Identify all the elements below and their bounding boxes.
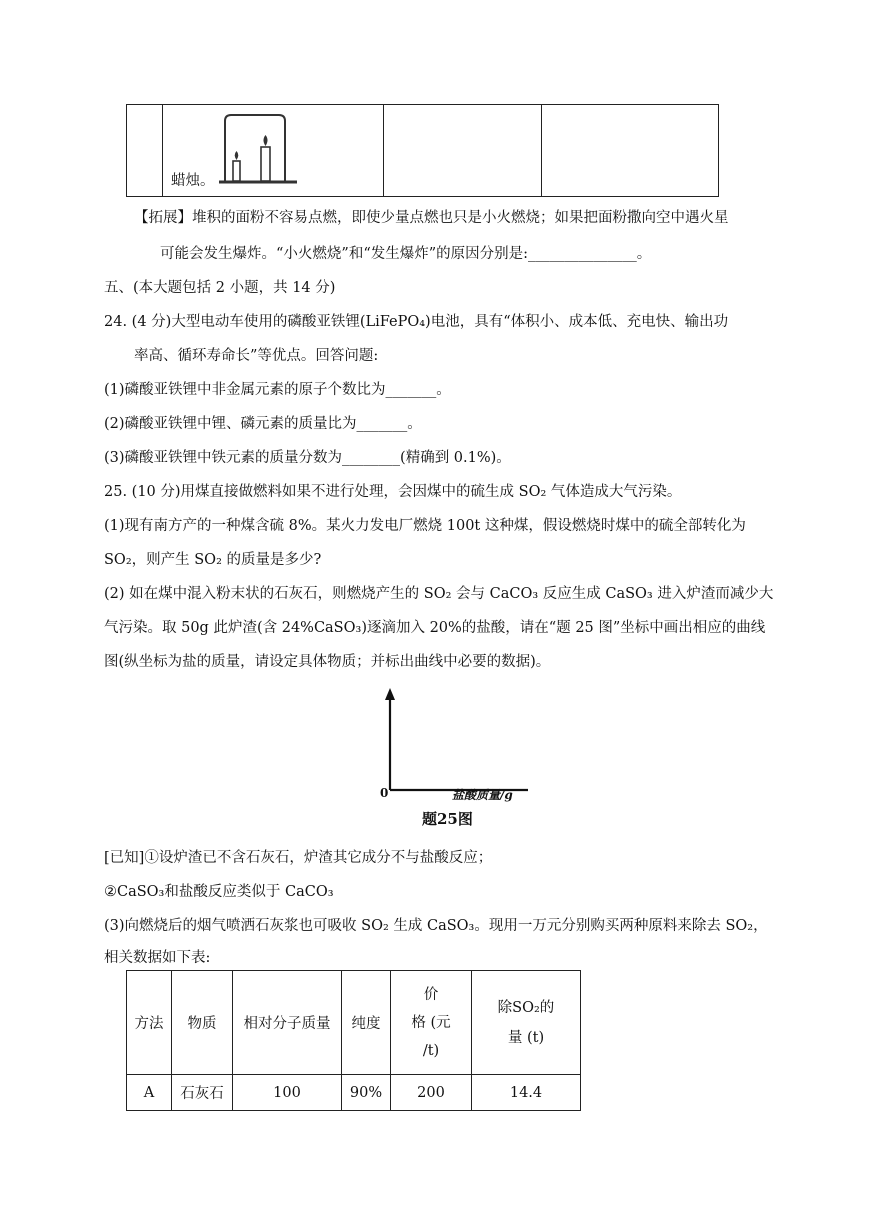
- q24-part-1: (1)磷酸亚铁锂中非金属元素的原子个数比为_______。: [104, 382, 451, 398]
- table-header-row: [127, 971, 581, 1075]
- axis-origin: 0: [380, 786, 389, 800]
- known-2: ②CaSO₃和盐酸反应类似于 CaCO₃: [104, 884, 334, 900]
- figure-25: [370, 686, 540, 836]
- q25-line-1: 25. (10 分)用煤直接做燃料如果不进行处理，会因煤中的硫生成 SO₂ 气体造成大气污染。: [104, 484, 682, 500]
- top-table-cell-empty: [127, 105, 163, 197]
- cell-purity: 90%: [342, 1075, 391, 1111]
- q24-line-2: 率高、循环寿命长”等优点。回答问题:: [134, 348, 379, 364]
- section-5-heading: 五、(本大题包括 2 小题，共 14 分): [104, 280, 336, 296]
- extension-line-1: 【拓展】堆积的面粉不容易点燃，即使少量点燃也只是小火燃烧；如果把面粉撒向空中遇火星: [134, 210, 729, 226]
- cell-molecular-mass: 100: [233, 1075, 342, 1111]
- candle-apparatus-icon: [215, 111, 315, 187]
- table-row: [127, 1075, 581, 1111]
- q24-line-1: 24. (4 分)大型电动车使用的磷酸亚铁锂(LiFePO₄)电池，具有“体积小、成本低、充电快、输出功: [104, 314, 729, 330]
- top-table-cell-blank-1: [384, 105, 542, 197]
- header-substance: 物质: [172, 971, 233, 1075]
- q24-part-3: (3)磷酸亚铁锂中铁元素的质量分数为________(精确到 0.1%)。: [104, 450, 511, 466]
- candle-label: 蜡烛。: [171, 173, 215, 189]
- cell-so2-removed: 14.4: [472, 1075, 581, 1111]
- header-price-line-2: 格 (元: [411, 1014, 451, 1031]
- top-table: [126, 104, 719, 197]
- header-price-line-1: 价: [423, 986, 439, 1003]
- header-purity: 纯度: [342, 971, 391, 1075]
- header-method: 方法: [127, 971, 172, 1075]
- q25-part-2c: 图(纵坐标为盐的质量，请设定具体物质；并标出曲线中必要的数据)。: [104, 654, 551, 670]
- header-molecular-mass: 相对分子质量: [233, 971, 342, 1075]
- top-table-cell-candle: [163, 105, 384, 197]
- q25-part-3b: 相关数据如下表:: [104, 950, 211, 966]
- known-1: [已知]①设炉渣已不含石灰石，炉渣其它成分不与盐酸反应；: [104, 850, 493, 866]
- header-so2-removed: [472, 971, 581, 1075]
- x-axis-label: 盐酸质量/g: [452, 788, 513, 802]
- q24-part-2: (2)磷酸亚铁锂中锂、磷元素的质量比为_______。: [104, 416, 422, 432]
- header-so2-line-2: 量 (t): [507, 1029, 545, 1046]
- q25-part-2a: (2) 如在煤中混入粉末状的石灰石，则燃烧产生的 SO₂ 会与 CaCO₃ 反应生成 CaSO₃ 进入炉渣而减少大: [104, 586, 774, 602]
- top-table-cell-blank-2: [542, 105, 719, 197]
- header-price: [391, 971, 472, 1075]
- q25-part-1b: SO₂，则产生 SO₂ 的质量是多少?: [104, 552, 322, 568]
- q25-part-2b: 气污染。取 50g 此炉渣(含 24%CaSO₃)逐滴加入 20%的盐酸，请在“题 25 图”坐标中画出相应的曲线: [104, 620, 766, 636]
- figure-caption: 题25图: [422, 810, 473, 828]
- q25-part-3a: (3)向燃烧后的烟气喷洒石灰浆也可吸收 SO₂ 生成 CaSO₃。现用一万元分别购买两种原料来除去 SO₂，: [104, 918, 768, 934]
- q25-part-1a: (1)现有南方产的一种煤含硫 8%。某火力发电厂燃烧 100t 这种煤，假设燃烧时煤中的硫全部转化为: [104, 518, 746, 534]
- cell-substance: 石灰石: [172, 1075, 233, 1111]
- cell-price: 200: [391, 1075, 472, 1111]
- header-price-line-3: /t): [422, 1042, 440, 1059]
- extension-line-2: 可能会发生爆炸。“小火燃烧”和“发生爆炸”的原因分别是:_______________。: [160, 246, 652, 262]
- cell-method: A: [127, 1075, 172, 1111]
- data-table: [126, 970, 581, 1111]
- header-so2-line-1: 除SO₂的: [497, 999, 555, 1016]
